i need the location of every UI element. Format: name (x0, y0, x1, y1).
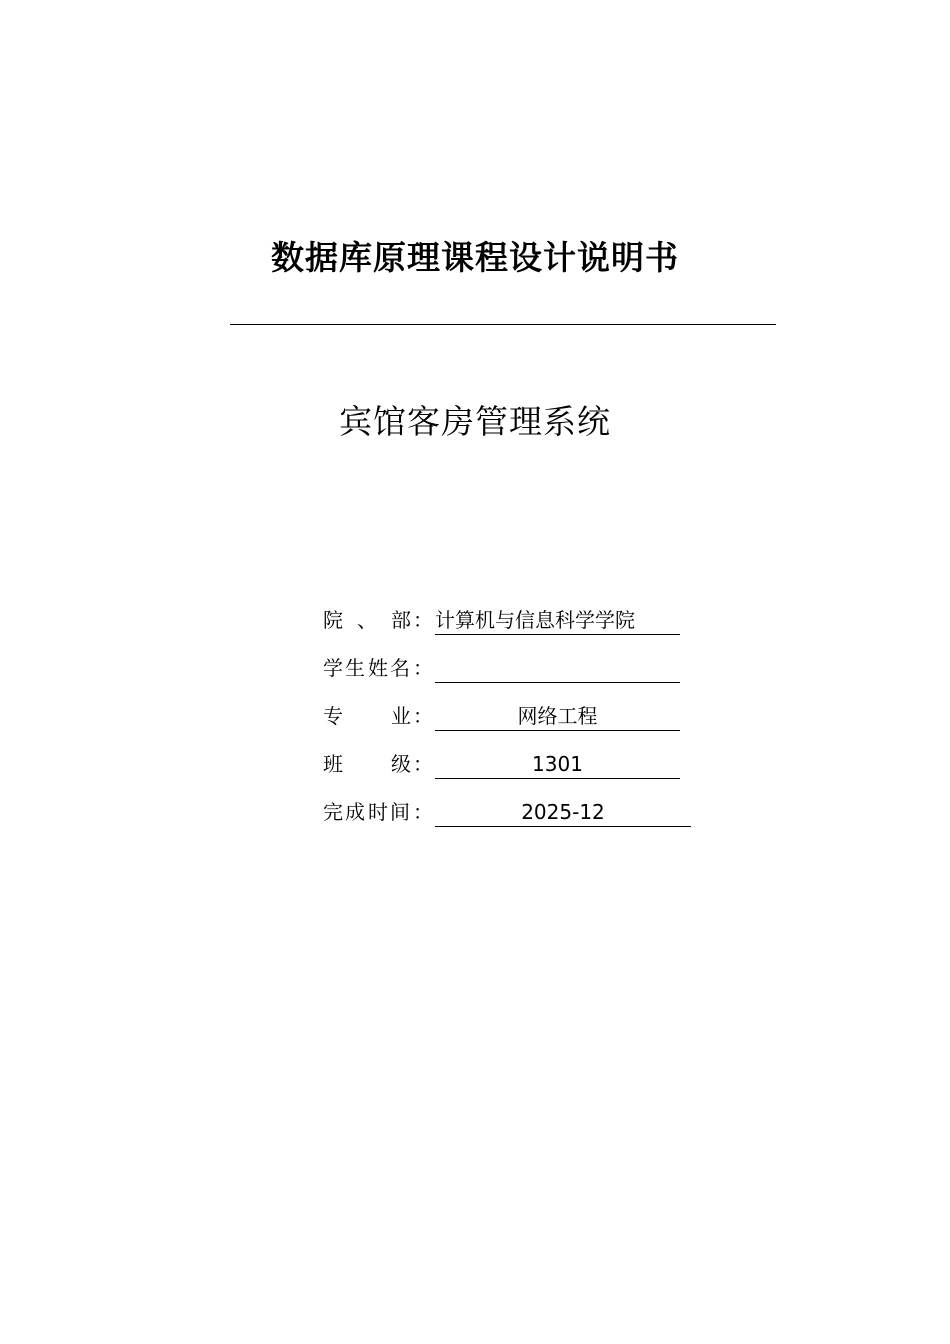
department-label (323, 605, 435, 635)
label-char: 专 (323, 704, 343, 728)
title-divider (230, 324, 776, 325)
label-char: ： (413, 608, 433, 632)
completion-date-value: 2025-12 (435, 797, 691, 827)
label-char: 名 (390, 656, 410, 680)
completion-date-label (323, 797, 435, 827)
major-label (323, 701, 435, 731)
project-title: 宾馆客房管理系统 (339, 402, 611, 441)
label-char: 完 (323, 800, 343, 824)
label-char: 院 (323, 608, 343, 632)
student-name-value (435, 653, 680, 683)
label-char: 间 (390, 800, 410, 824)
label-char: ： (413, 800, 433, 824)
label-char: ： (413, 752, 433, 776)
label-char: ： (413, 704, 433, 728)
major-value: 网络工程 (435, 701, 680, 731)
label-char: 成 (345, 800, 365, 824)
label-char: 生 (345, 656, 365, 680)
class-value: 1301 (435, 749, 680, 779)
department-value: 计算机与信息科学学院 (435, 605, 680, 635)
label-char: 级 (391, 752, 411, 776)
label-char: 时 (368, 800, 388, 824)
label-char: 部 (391, 608, 411, 632)
student-name-label (323, 653, 435, 683)
label-char: 班 (323, 752, 343, 776)
class-label (323, 749, 435, 779)
label-char: 、 (357, 608, 377, 632)
label-char: 业 (391, 704, 411, 728)
document-title: 数据库原理课程设计说明书 (271, 238, 679, 277)
label-char: ： (413, 656, 433, 680)
label-char: 学 (323, 656, 343, 680)
label-char: 姓 (368, 656, 388, 680)
